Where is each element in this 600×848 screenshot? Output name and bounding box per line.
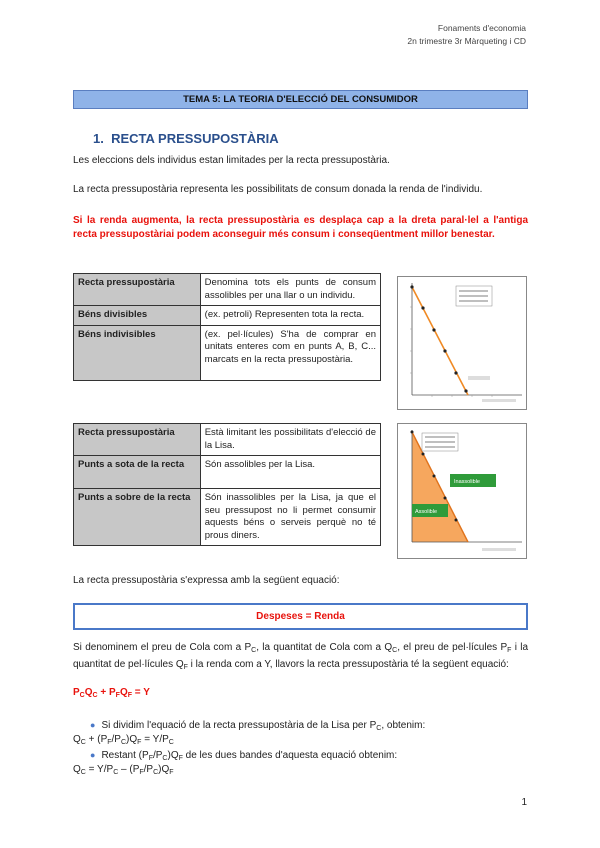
budget-equation: $P_CQ_C + P_FQ_F = Y$	[73, 687, 150, 699]
definition-cell: Són assolibles per la Lisa.	[200, 456, 380, 489]
bullet-icon: ●	[90, 720, 96, 730]
section-number: 1.	[93, 131, 104, 146]
budget-line-graph	[397, 276, 527, 410]
term-cell: Béns divisibles	[74, 306, 201, 326]
table-row	[74, 489, 381, 546]
definition-cell: (ex. petroli) Representen tota la recta.	[200, 306, 380, 326]
bullet-icon: ●	[90, 750, 96, 760]
header-course: Fonaments d'economia	[437, 23, 526, 33]
intro-paragraph-highlight: Si la renda augmenta, la recta pressupostària es desplaça cap a la dreta paral·lel a l'antiga recta pressupostàriai podem aconseguir més consum i conseqüentment millor benestar.	[73, 215, 528, 240]
header-term: 2n trimestre 3r Màrqueting i CD	[407, 36, 526, 46]
table-row	[74, 274, 381, 306]
table-row	[74, 456, 381, 489]
definition-cell: Està limitant les possibilitats d'elecció de la Lisa.	[200, 424, 380, 456]
doc-header	[407, 22, 526, 48]
feasible-set-figure	[398, 424, 526, 558]
unreachable-label: Inassolible	[454, 479, 480, 485]
equation-box: Despeses = Renda	[73, 603, 528, 630]
list-item: ● Restant $(P_F/P_C)Q_F$ de les dues bandes d'aquesta equació obtenim:	[90, 750, 398, 762]
term-cell: Béns indivisibles	[74, 325, 201, 380]
table-row	[74, 424, 381, 456]
term-cell: Recta pressupostària	[74, 424, 201, 456]
equation-intro: La recta pressupostària s'expressa amb la següent equació:	[73, 575, 340, 586]
term-cell: Punts a sota de la recta	[74, 456, 201, 489]
topic-banner: TEMA 5: LA TEORIA D'ELECCIÓ DEL CONSUMIDOR	[73, 90, 528, 109]
intro-paragraph-2: La recta pressupostària representa les possibilitats de consum donada la renda de l'individu.	[73, 184, 483, 195]
term-cell: Recta pressupostària	[74, 274, 201, 306]
table-row	[74, 325, 381, 380]
table-row	[74, 306, 381, 326]
intro-paragraph-1: Les eleccions dels individus estan limitades per la recta pressupostària.	[73, 155, 390, 166]
divided-equation: $Q_C + (P_F/P_C)Q_F = Y/P_C$	[73, 734, 174, 746]
section-heading	[93, 131, 279, 146]
definition-cell: Són inassolibles per la Lisa, ja que el seu pressupost no li permet consumir aquests béns o serveis perquè no té prous diners.	[200, 489, 380, 546]
list-item: ● Si dividim l'equació de la recta pressupostària de la Lisa per $P_C$, obtenim:	[90, 720, 426, 732]
section-title: RECTA PRESSUPOSTÀRIA	[111, 131, 279, 146]
solved-equation: $Q_C = Y/P_C - (P_F/P_C)Q_F$	[73, 764, 174, 776]
definition-cell: (ex. pel·lícules) S'ha de comprar en unitats enteres com en punts A, B, C... marcats en la recta pressupostària.	[200, 325, 380, 380]
page-number: 1	[521, 797, 527, 808]
budget-line-figure	[398, 277, 526, 409]
notation-paragraph: Si denominem el preu de Cola com a $P_C$, la quantitat de Cola com a $Q_C$, el preu de pel·lícules $P_F$ i la quantitat de pel·lícules $Q_F$ i la renda com a Y, llavors la recta pressupostària té la següent equació:	[73, 642, 529, 671]
definitions-table-2	[73, 423, 381, 546]
reachable-label: Assolible	[415, 509, 438, 515]
term-cell: Punts a sobre de la recta	[74, 489, 201, 546]
definitions-table-1	[73, 273, 381, 381]
definition-cell: Denomina tots els punts de consum assolibles per una llar o un individu.	[200, 274, 380, 306]
feasible-set-graph	[397, 423, 527, 559]
